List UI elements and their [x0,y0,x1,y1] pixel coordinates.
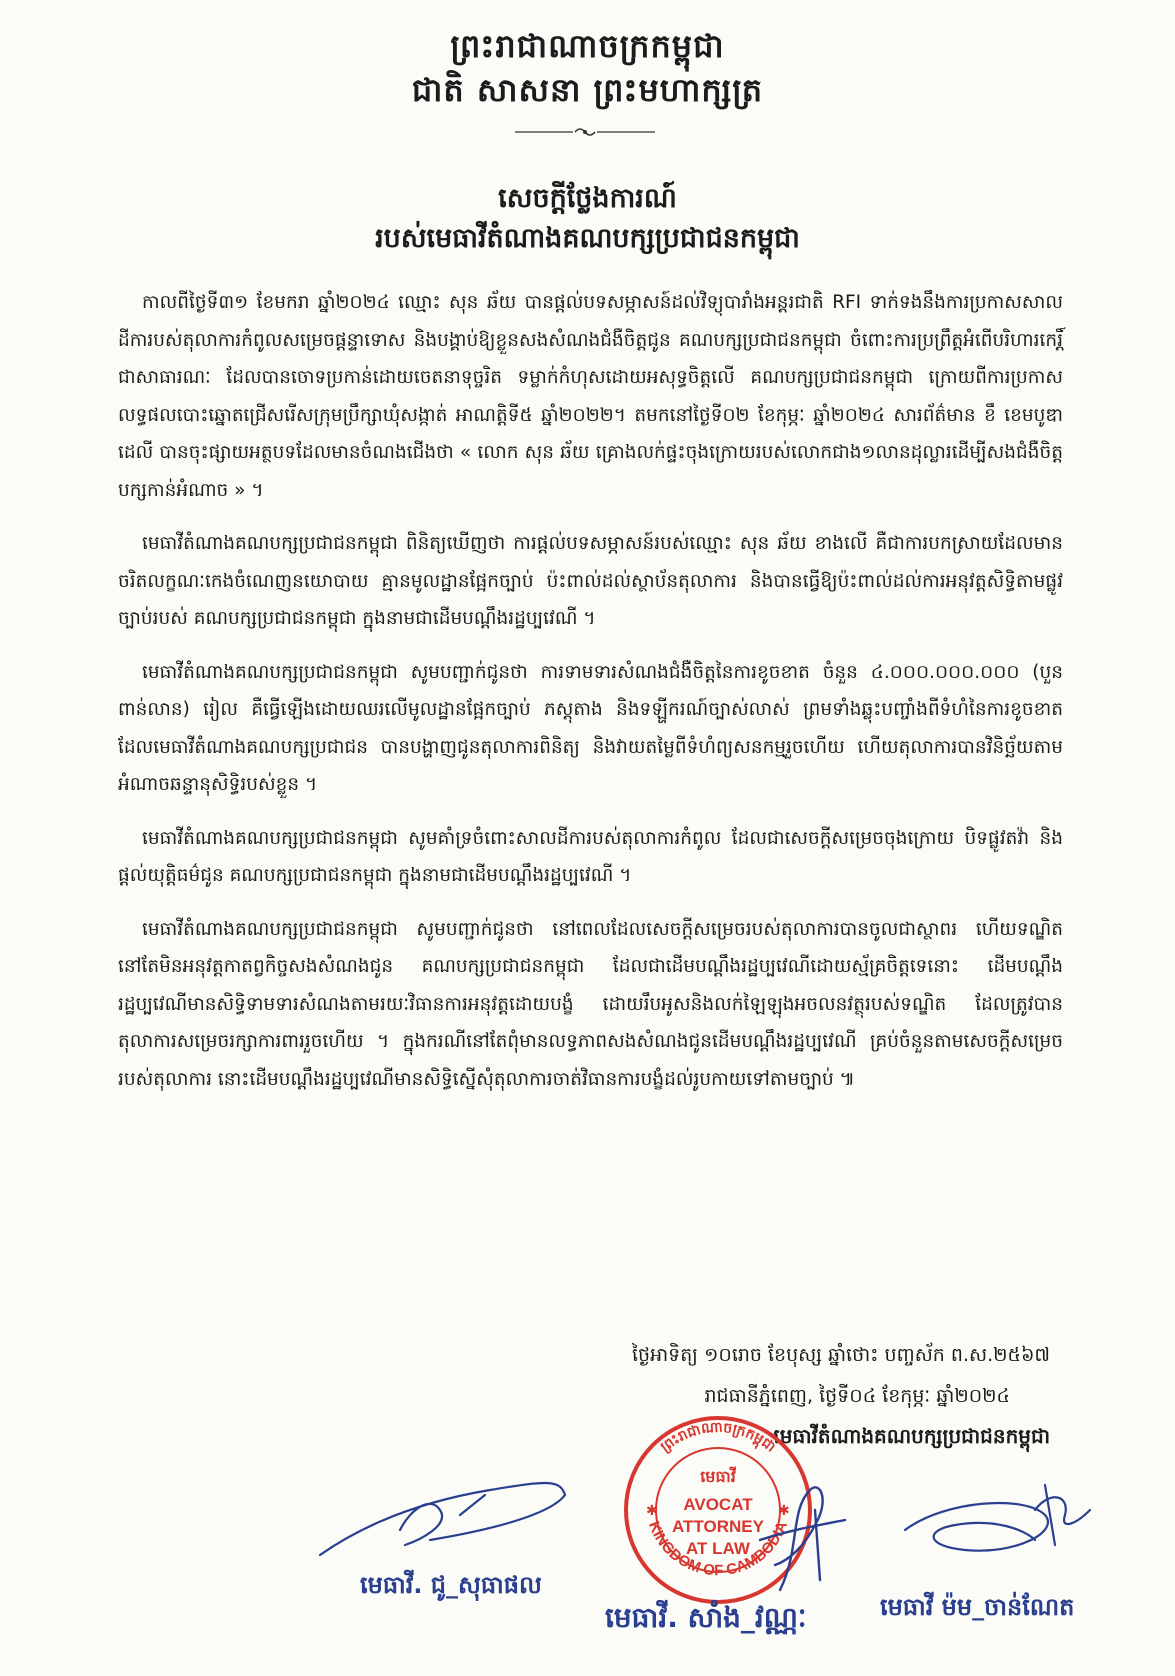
statement-subtitle: របស់មេធាវីតំណាងគណបក្សប្រជាជនកម្ពុជា [375,223,800,254]
seal-line-1: AVOCAT [683,1495,753,1514]
svg-text:ព្រះរាជាណាចក្រកម្ពុជា [658,1419,779,1455]
paragraph-3: មេធាវីតំណាងគណបក្សប្រជាជនកម្ពុជា សូមបញ្ជាក់ជូនថា ការទាមទារសំណងជំងឺចិត្តនៃការខូចខាត ចំនួន ៤.០០០.០០០.០០០ (បួនពាន់លាន) រៀល គឺធ្វើឡើងដោយឈរលើមូលដ្ឋានផ្អែកច្បាប់ ភស្តុតាង និងទឡ្ហីករណ៍ច្បាស់លាស់ ព្រមទាំងឆ្លុះបញ្ចាំងពីទំហំនៃការខូចខាត ដែលមេធាវីតំណាងគណបក្សប្រជាជន បានបង្ហាញជូនតុលាការពិនិត្យ និងវាយតម្លៃពីទំហំព្យសនកម្មរួចហើយ ហើយតុលាការបានវិនិច្ឆ័យតាមអំណាចឆន្ទានុសិទ្ធិរបស់ខ្លួន ។ [118,661,1063,795]
lunar-date: ថ្ងៃអាទិត្យ ១០រោច ខែបុស្ស ឆ្នាំថោះ បញ្ចស័ក ព.ស.២៥៦៧ [631,1344,1050,1366]
seal-center-khmer: មេធាវី [700,1467,736,1486]
seal-ring-top: ព្រះរាជាណាចក្រកម្ពុជា [657,1419,779,1456]
paragraph-5: មេធាវីតំណាងគណបក្សប្រជាជនកម្ពុជា សូមបញ្ជាក់ជូនថា នៅពេលដែលសេចក្ដីសម្រេចរបស់តុលាការបានចូលជាស្ថាពរ ហើយទណ្ឌិតនៅតែមិនអនុវត្តកាតព្វកិច្ចសងសំណងជូន គណបក្សប្រជាជនកម្ពុជា ដែលជាដើមបណ្ដឹងរដ្ឋប្បវេណីដោយស្ម័គ្រចិត្តទេនោះ ដើមបណ្ដឹងរដ្ឋប្បវេណីមានសិទ្ធិទាមទារសំណងតាមរយៈវិធានការអនុវត្តដោយបង្ខំ ដោយរឹបអូសនិងលក់ឡៃឡុងអចលនវត្ថុរបស់ទណ្ឌិត ដែលត្រូវបានតុលាការសម្រេចរក្សាការពាររួចហើយ ។ ក្នុងករណីនៅតែពុំមានលទ្ធភាពសងសំណងជូនដើមបណ្ដឹងរដ្ឋប្បវេណី គ្រប់ចំនួនតាមសេចក្ដីសម្រេចរបស់តុលាការ នោះដើមបណ្ដឹងរដ្ឋប្បវេណីមានសិទ្ធិស្នើសុំតុលាការចាត់វិធានការបង្ខំដល់រូបកាយទៅតាមច្បាប់ ៕ [118,918,1063,1090]
paragraph-2: មេធាវីតំណាងគណបក្សប្រជាជនកម្ពុជា ពិនិត្យឃើញថា ការផ្ដល់បទសម្ភាសន៍របស់ឈ្មោះ សុន ឆ័យ ខាងលើ គឺជាការបកស្រាយដែលមានចរិតលក្ខណៈកេងចំណេញនយោបាយ គ្មានមូលដ្ឋានផ្អែកច្បាប់ ប៉ះពាល់ដល់ស្ថាប័នតុលាការ និងបានធ្វើឱ្យប៉ះពាល់ដល់ការអនុវត្តសិទ្ធិតាមផ្លូវច្បាប់របស់ គណបក្សប្រជាជនកម្ពុជា ក្នុងនាមជាដើមបណ្ដឹងរដ្ឋប្បវេណី ។ [118,533,1063,629]
signature-name-3: មេធាវី ម៉ម_ចាន់ណែត [880,1593,1075,1621]
signature-name-2: មេធាវី. សាំង_វណ្ណៈ [605,1601,807,1634]
svg-text:✱: ✱ [778,1503,790,1519]
divider-ornament-icon [515,124,655,140]
seal-line-2: ATTORNEY [672,1517,764,1536]
svg-text:✱: ✱ [646,1503,658,1519]
solar-date: រាជធានីភ្នំពេញ, ថ្ងៃទី០៤ ខែកុម្ភៈ ឆ្នាំ២០២៤ [704,1385,1010,1407]
statement-body [118,284,1063,1114]
seal-ring-bottom: KINGDOM OF CAMBODIA [645,1519,791,1580]
signer-title: មេធាវីតំណាងគណបក្សប្រជាជនកម្ពុជា [773,1424,1050,1448]
paragraph-1: កាលពីថ្ងៃទី៣១ ខែមករា ឆ្នាំ២០២៤ ឈ្មោះ សុន ឆ័យ បានផ្ដល់បទសម្ភាសន៍ដល់វិទ្យុបារាំងអន្តរជាតិ RFI ទាក់ទងនឹងការប្រកាសសាលដីការបស់តុលាការកំពូលសម្រេចផ្ដន្ទាទោស និងបង្គាប់ឱ្យខ្លួនសងសំណងជំងឺចិត្តជូន គណបក្សប្រជាជនកម្ពុជា ចំពោះការប្រព្រឹត្តអំពើបរិហារកេរ្តិ៍ជាសាធារណៈ ដែលបានចោទប្រកាន់ដោយចេតនាទុច្ចរិត ទម្លាក់កំហុសដោយអសុទ្ធចិត្តលើ គណបក្សប្រជាជនកម្ពុជា ក្រោយពីការប្រកាសលទ្ធផលបោះឆ្នោតជ្រើសរើសក្រុមប្រឹក្សាឃុំសង្កាត់ អាណត្តិទី៥ ឆ្នាំ២០២២។ តមកនៅថ្ងៃទី០២ ខែកុម្ភៈ ឆ្នាំ២០២៤ សារព័ត៌មាន ខឹ ខេមបូឌា ដេលី បានចុះផ្សាយអត្ថបទដែលមានចំណងជើងថា « លោក សុន ឆ័យ គ្រោងលក់ផ្ទះចុងក្រោយរបស់លោកជាង១លានដុល្លារដើម្បីសងជំងឺចិត្តបក្សកាន់អំណាច » ។ [118,292,1063,501]
seal-line-3: AT LAW [686,1539,750,1558]
paragraph-4: មេធាវីតំណាងគណបក្សប្រជាជនកម្ពុជា សូមគាំទ្រចំពោះសាលដីការបស់តុលាការកំពូល ដែលជាសេចក្ដីសម្រេចចុងក្រោយ បិទផ្លូវតវ៉ា និងផ្ដល់យុត្តិធម៌ជូន គណបក្សប្រជាជនកម្ពុជា ក្នុងនាមជាដើមបណ្ដឹងរដ្ឋប្បវេណី ។ [118,827,1063,886]
signature-name-1: មេធាវី. ជូ_សុធាផល [360,1571,542,1599]
signature-scribble-2 [720,1470,860,1600]
motto-header: ជាតិ សាសនា ព្រះមហាក្សត្រ [411,71,764,109]
statement-title: សេចក្ដីថ្លែងការណ៍ [498,183,677,214]
signature-scribble-1 [310,1460,580,1570]
kingdom-header: ព្រះរាជាណាចក្រកម្ពុជា [450,27,725,65]
signature-scribble-3 [885,1470,1100,1580]
